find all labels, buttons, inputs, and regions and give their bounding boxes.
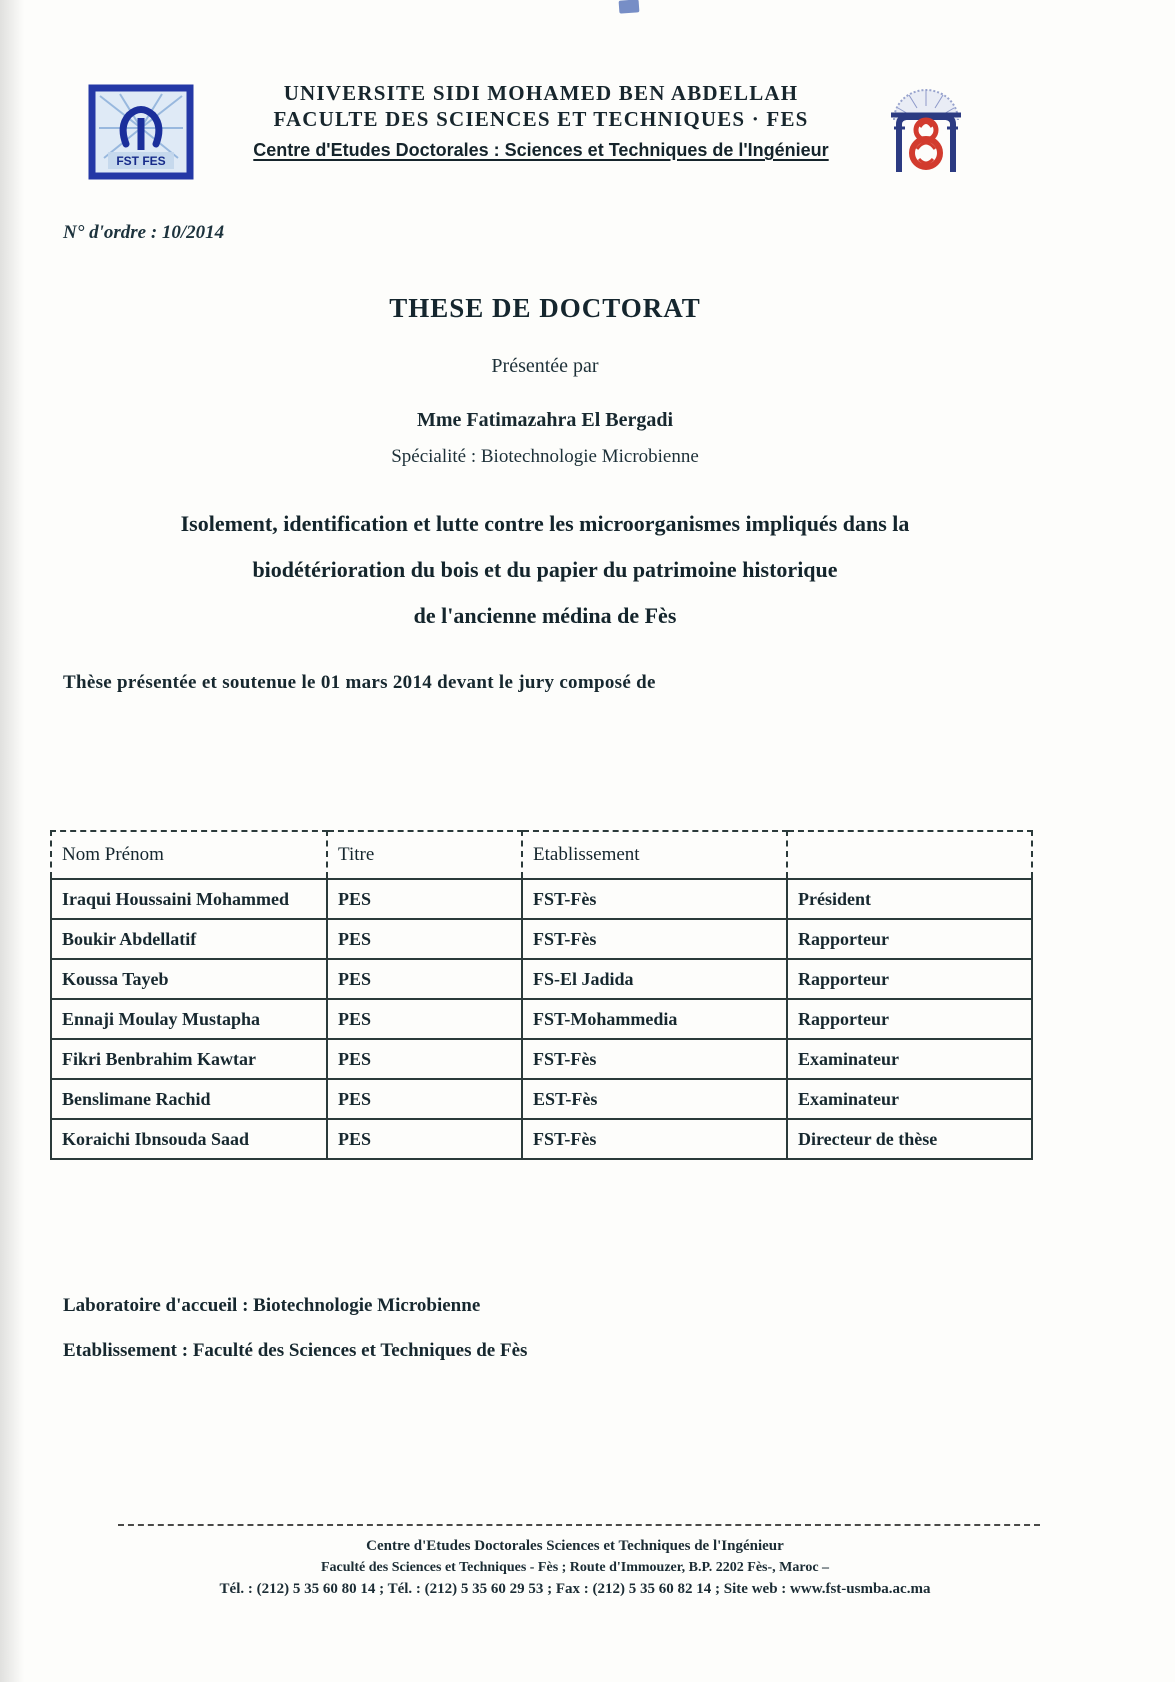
establishment-line: Etablissement : Faculté des Sciences et Techniques de Fès	[63, 1340, 528, 1361]
thesis-title	[0, 501, 1090, 639]
table-row	[51, 879, 1032, 919]
table-cell: PES	[327, 959, 522, 999]
scan-edge-shadow	[0, 0, 24, 1682]
document-type-title: THESE DE DOCTORAT	[389, 293, 701, 323]
table-cell: Koussa Tayeb	[51, 959, 327, 999]
table-cell: Examinateur	[787, 1079, 1032, 1119]
thesis-title-line2: biodétérioration du bois et du papier du patrimoine historique	[252, 557, 838, 582]
thesis-title-line1: Isolement, identification et lutte contre les microorganismes impliqués dans la	[180, 511, 910, 536]
footer-center-name: Centre d'Etudes Doctorales Sciences et Techniques de l'Ingénieur	[366, 1538, 784, 1554]
table-cell: PES	[327, 999, 522, 1039]
footer-separator	[118, 1524, 1040, 1526]
table-cell: FST-Fès	[522, 879, 787, 919]
jury-table	[50, 830, 1033, 1160]
table-row	[51, 1119, 1032, 1159]
specialty-line: Spécialité : Biotechnologie Microbienne	[391, 446, 699, 467]
table-cell: Rapporteur	[787, 919, 1032, 959]
table-cell: Boukir Abdellatif	[51, 919, 327, 959]
table-cell: Fikri Benbrahim Kawtar	[51, 1039, 327, 1079]
table-cell: PES	[327, 1119, 522, 1159]
table-cell: Directeur de thèse	[787, 1119, 1032, 1159]
defense-statement: Thèse présentée et soutenue le 01 mars 2014 devant le jury composé de	[63, 672, 656, 693]
col-header-establishment: Etablissement	[522, 831, 787, 879]
faculty-name: FACULTE DES SCIENCES ET TECHNIQUES · FES	[273, 107, 809, 131]
table-cell: Koraichi Ibnsouda Saad	[51, 1119, 327, 1159]
table-cell: PES	[327, 879, 522, 919]
laboratory-line: Laboratoire d'accueil : Biotechnologie Microbienne	[63, 1295, 481, 1316]
table-cell: PES	[327, 1039, 522, 1079]
order-number: N° d'ordre : 10/2014	[63, 222, 225, 243]
fst-fes-logo-icon	[88, 84, 194, 180]
university-name: UNIVERSITE SIDI MOHAMED BEN ABDELLAH	[283, 81, 799, 105]
table-cell: Rapporteur	[787, 999, 1032, 1039]
table-row	[51, 919, 1032, 959]
table-cell: Examinateur	[787, 1039, 1032, 1079]
table-cell: PES	[327, 919, 522, 959]
author-name: Mme Fatimazahra El Bergadi	[416, 409, 674, 431]
footer-contacts: Tél. : (212) 5 35 60 80 14 ; Tél. : (212) 5 35 60 29 53 ; Fax : (212) 5 35 60 82 14 ; Site web : www.fst-usmba.ac.ma	[219, 1581, 931, 1597]
presented-by-label: Présentée par	[491, 355, 599, 377]
thesis-title-line3: de l'ancienne médina de Fès	[413, 603, 677, 628]
table-cell: Iraqui Houssaini Mohammed	[51, 879, 327, 919]
page-header	[0, 78, 1175, 188]
table-row	[51, 959, 1032, 999]
footer-address: Faculté des Sciences et Techniques - Fès ; Route d'Immouzer, B.P. 2202 Fès-, Maroc –	[320, 1560, 830, 1575]
doctoral-center-name: Centre d'Etudes Doctorales : Sciences et Techniques de l'Ingénieur	[253, 140, 829, 160]
table-row	[51, 999, 1032, 1039]
table-cell: FST-Fès	[522, 919, 787, 959]
usmba-emblem-icon	[884, 78, 968, 174]
table-cell: FS-El Jadida	[522, 959, 787, 999]
table-cell: EST-Fès	[522, 1079, 787, 1119]
header-text-block	[180, 80, 902, 161]
col-header-role	[787, 831, 1032, 879]
table-cell: FST-Mohammedia	[522, 999, 787, 1039]
table-cell: FST-Fès	[522, 1039, 787, 1079]
fst-logo-text: FST FES	[116, 154, 166, 168]
table-cell: FST-Fès	[522, 1119, 787, 1159]
col-header-name: Nom Prénom	[51, 831, 327, 879]
table-cell: Rapporteur	[787, 959, 1032, 999]
table-row	[51, 1039, 1032, 1079]
table-cell: Benslimane Rachid	[51, 1079, 327, 1119]
scan-artifact-mark	[619, 0, 640, 14]
table-cell: PES	[327, 1079, 522, 1119]
col-header-title: Titre	[327, 831, 522, 879]
table-header-row	[51, 831, 1032, 879]
table-row	[51, 1079, 1032, 1119]
table-cell: Président	[787, 879, 1032, 919]
table-cell: Ennaji Moulay Mustapha	[51, 999, 327, 1039]
